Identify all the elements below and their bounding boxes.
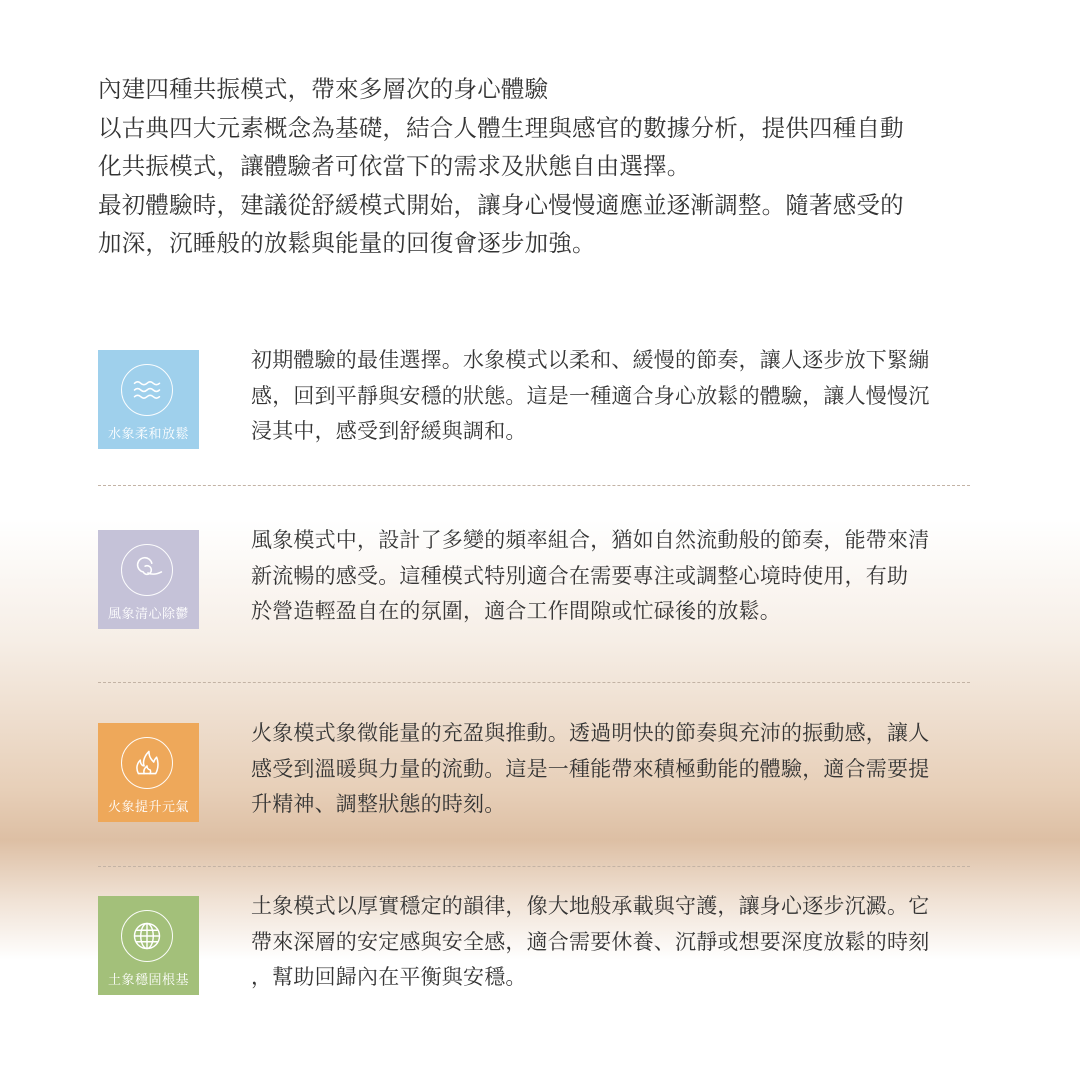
intro-heading: 內建四種共振模式，帶來多層次的身心體驗 xyxy=(98,75,549,103)
wind-swirl-icon xyxy=(121,544,173,596)
globe-grid-icon xyxy=(121,910,173,962)
description-line: 火象模式象徵能量的充盈與推動。透過明快的節奏與充沛的振動感，讓人 xyxy=(251,721,930,745)
fire-mode-badge xyxy=(98,723,199,822)
wind-mode-label: 風象清心除鬱 xyxy=(107,607,189,622)
wind-mode-description xyxy=(251,523,976,630)
description-line: 新流暢的感受。這種模式特別適合在需要專注或調整心境時使用，有助 xyxy=(251,563,909,588)
description-line: 於營造輕盈自在的氛圍，適合工作間隙或忙碌後的放鬆。 xyxy=(251,599,781,623)
section-divider xyxy=(98,682,970,683)
wind-mode-badge xyxy=(98,530,199,629)
earth-mode-badge xyxy=(98,896,199,995)
description-line: 感受到溫暖與力量的流動。這是一種能帶來積極動能的體驗，適合需要提 xyxy=(251,756,930,781)
water-waves-icon xyxy=(121,364,173,416)
water-mode-badge xyxy=(98,350,199,449)
earth-mode-label: 土象穩固根基 xyxy=(107,973,189,988)
mode-fire xyxy=(98,723,970,843)
description-line: 感，回到平靜與安穩的狀態。這是一種適合身心放鬆的體驗，讓人慢慢沉 xyxy=(251,383,930,408)
intro-section xyxy=(98,70,978,263)
intro-text-line: 以古典四大元素概念為基礎，結合人體生理與感官的數據分析，提供四種自動 xyxy=(98,113,904,142)
intro-text-line: 化共振模式，讓體驗者可依當下的需求及狀態自由選擇。 xyxy=(98,152,691,180)
description-line: 土象模式以厚實穩定的韻律，像大地般承載與守護，讓身心逐步沉澱。它 xyxy=(251,894,930,918)
fire-mode-label: 火象提升元氣 xyxy=(107,800,189,815)
description-line: 浸其中，感受到舒緩與調和。 xyxy=(251,419,527,443)
description-line: 帶來深層的安定感與安全感，適合需要休養、沉靜或想要深度放鬆的時刻 xyxy=(251,929,930,954)
fire-mode-description xyxy=(251,716,976,823)
intro-text-line: 最初體驗時，建議從舒緩模式開始，讓身心慢慢適應並逐漸調整。隨著感受的 xyxy=(98,190,904,219)
description-line: ，幫助回歸內在平衡與安穩。 xyxy=(251,965,527,989)
section-divider xyxy=(98,866,970,867)
intro-text-line: 加深，沉睡般的放鬆與能量的回復會逐步加強。 xyxy=(98,229,596,257)
description-line: 風象模式中，設計了多變的頻率組合，猶如自然流動般的節奏，能帶來清 xyxy=(251,528,930,552)
water-mode-description xyxy=(251,343,976,450)
flame-icon xyxy=(121,737,173,789)
mode-water xyxy=(98,350,970,470)
section-divider xyxy=(98,485,970,486)
description-line: 升精神、調整狀態的時刻。 xyxy=(251,792,506,816)
mode-wind xyxy=(98,530,970,650)
mode-earth xyxy=(98,896,970,1016)
description-line: 初期體驗的最佳選擇。水象模式以柔和、緩慢的節奏，讓人逐步放下緊繃 xyxy=(251,348,930,372)
earth-mode-description xyxy=(251,889,976,996)
water-mode-label: 水象柔和放鬆 xyxy=(107,427,189,442)
